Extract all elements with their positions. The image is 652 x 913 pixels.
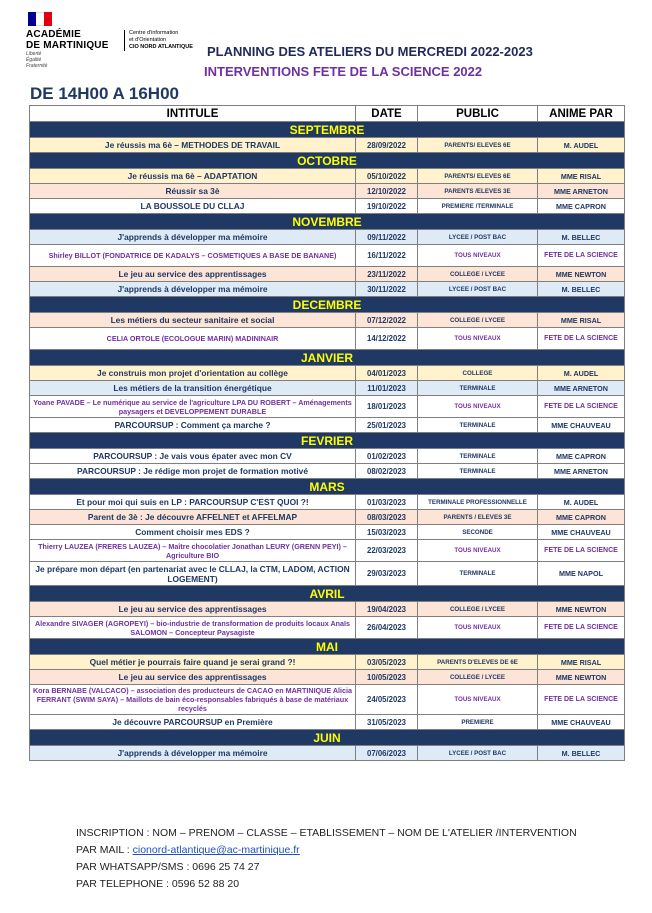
month-label: DECEMBRE (30, 297, 625, 313)
table-row (30, 267, 625, 282)
row-date: 01/03/2023 (356, 495, 418, 510)
row-date: 10/05/2023 (356, 670, 418, 685)
row-anime: MME ARNETON (538, 381, 625, 396)
table-row (30, 418, 625, 433)
row-date: 07/06/2023 (356, 746, 418, 761)
table-row (30, 449, 625, 464)
row-title: PARCOURSUP : Je vais vous épater avec mon CV (30, 449, 356, 464)
row-public: PARENTS/ ELEVES 6E (418, 169, 538, 184)
month-row (30, 433, 625, 449)
row-title: Je réussis ma 6è – ADAPTATION (30, 169, 356, 184)
row-date: 31/05/2023 (356, 715, 418, 730)
row-date: 12/10/2022 (356, 184, 418, 199)
planning-table (29, 105, 625, 761)
row-date: 19/04/2023 (356, 602, 418, 617)
row-title: J'apprends à développer ma mémoire (30, 282, 356, 297)
row-title: Les métiers du secteur sanitaire et social (30, 313, 356, 328)
row-date: 25/01/2023 (356, 418, 418, 433)
french-flag-icon (28, 12, 52, 26)
row-anime: MME CHAUVEAU (538, 418, 625, 433)
republic-motto: Liberté Égalité Fraternité (26, 51, 48, 69)
row-public: COLLEGE (418, 366, 538, 381)
row-title: Quel métier je pourrais faire quand je serai grand ?! (30, 655, 356, 670)
row-title: J'apprends à développer ma mémoire (30, 230, 356, 245)
cio-label: Centre d'information et d'Orientation CIO NORD ATLANTIQUE (124, 30, 193, 51)
header-public: PUBLIC (418, 106, 538, 122)
table-row (30, 313, 625, 328)
row-public: TERMINALE PROFESSIONNELLE (418, 495, 538, 510)
table-row (30, 670, 625, 685)
row-anime: FETE DE LA SCIENCE (538, 685, 625, 715)
row-anime: M. BELLEC (538, 282, 625, 297)
table-row (30, 495, 625, 510)
row-title: Réussir sa 3è (30, 184, 356, 199)
row-title: Kora BERNABE (VALCACO) – association des producteurs de CACAO en MARTINIQUE Alicia FERRANT (SWIM SAYA) – Maillots de bain éco-responsables fabriqués à base de matériaux recyclés (30, 685, 356, 715)
row-title: Le jeu au service des apprentissages (30, 602, 356, 617)
row-public: TOUS NIVEAUX (418, 685, 538, 715)
month-row (30, 122, 625, 138)
table-row (30, 715, 625, 730)
month-label: AVRIL (30, 586, 625, 602)
table-row (30, 199, 625, 214)
table-row (30, 396, 625, 418)
row-public: TERMINALE (418, 464, 538, 479)
table-row (30, 562, 625, 586)
row-anime: M. AUDEL (538, 495, 625, 510)
row-title: Le jeu au service des apprentissages (30, 670, 356, 685)
row-public: TERMINALE (418, 418, 538, 433)
row-anime: MME CAPRON (538, 449, 625, 464)
row-public: COLLEGE / LYCEE (418, 267, 538, 282)
row-public: PREMIERE /TERMINALE (418, 199, 538, 214)
month-label: FEVRIER (30, 433, 625, 449)
table-row (30, 245, 625, 267)
row-date: 08/03/2023 (356, 510, 418, 525)
row-date: 16/11/2022 (356, 245, 418, 267)
table-row (30, 464, 625, 479)
row-title: Le jeu au service des apprentissages (30, 267, 356, 282)
row-title: Je réussis ma 6è – METHODES DE TRAVAIL (30, 138, 356, 153)
row-date: 29/03/2023 (356, 562, 418, 586)
row-public: LYCEE / POST BAC (418, 230, 538, 245)
month-row (30, 586, 625, 602)
email-link[interactable]: cionord-atlantique@ac-martinique.fr (132, 844, 300, 856)
table-row (30, 328, 625, 350)
table-row (30, 169, 625, 184)
row-title: Shirley BILLOT (FONDATRICE DE KADALYS – COSMETIQUES A BASE DE BANANE) (30, 245, 356, 267)
row-date: 11/01/2023 (356, 381, 418, 396)
table-row (30, 617, 625, 639)
month-label: MARS (30, 479, 625, 495)
row-public: TOUS NIVEAUX (418, 328, 538, 350)
row-public: LYCEE / POST BAC (418, 746, 538, 761)
row-title: Les métiers de la transition énergétique (30, 381, 356, 396)
row-date: 01/02/2023 (356, 449, 418, 464)
row-anime: MME CHAUVEAU (538, 715, 625, 730)
row-date: 03/05/2023 (356, 655, 418, 670)
row-title: Yoane PAVADE – Le numérique au service de l'agriculture LPA DU ROBERT – Aménagements paysagers et DEVELOPPEMENT DURABLE (30, 396, 356, 418)
row-anime: MME RISAL (538, 313, 625, 328)
row-anime: MME NEWTON (538, 267, 625, 282)
month-row (30, 214, 625, 230)
row-title: Et pour moi qui suis en LP : PARCOURSUP C'EST QUOI ?! (30, 495, 356, 510)
row-date: 30/11/2022 (356, 282, 418, 297)
table-row (30, 746, 625, 761)
row-date: 07/12/2022 (356, 313, 418, 328)
row-date: 14/12/2022 (356, 328, 418, 350)
row-date: 19/10/2022 (356, 199, 418, 214)
page-subtitle: INTERVENTIONS FETE DE LA SCIENCE 2022 (204, 64, 483, 79)
month-label: JANVIER (30, 350, 625, 366)
row-title: Thierry LAUZEA (FRERES LAUZEA) – Maître chocolatier Jonathan LEURY (GRENN PEYI) – Agriculture BIO (30, 540, 356, 562)
row-date: 04/01/2023 (356, 366, 418, 381)
row-public: COLLEGE / LYCEE (418, 670, 538, 685)
row-anime: MME ARNETON (538, 464, 625, 479)
table-row (30, 184, 625, 199)
row-anime: FETE DE LA SCIENCE (538, 328, 625, 350)
row-date: 08/02/2023 (356, 464, 418, 479)
row-title: CELIA ORTOLE (ECOLOGUE MARIN) MADININAIR (30, 328, 356, 350)
row-date: 18/01/2023 (356, 396, 418, 418)
row-date: 09/11/2022 (356, 230, 418, 245)
month-label: MAI (30, 639, 625, 655)
row-anime: MME CHAUVEAU (538, 525, 625, 540)
month-label: OCTOBRE (30, 153, 625, 169)
row-public: PREMIERE (418, 715, 538, 730)
row-anime: MME CAPRON (538, 510, 625, 525)
row-public: SECONDE (418, 525, 538, 540)
row-anime: MME RISAL (538, 655, 625, 670)
row-title: Je prépare mon départ (en partenariat avec le CLLAJ, la CTM, LADOM, ACTION LOGEMENT) (30, 562, 356, 586)
month-row (30, 479, 625, 495)
footer-mail: PAR MAIL : cionord-atlantique@ac-martinique.fr (76, 844, 300, 856)
row-anime: FETE DE LA SCIENCE (538, 245, 625, 267)
row-title: Je découvre PARCOURSUP en Première (30, 715, 356, 730)
row-date: 23/11/2022 (356, 267, 418, 282)
header-intitule: INTITULE (30, 106, 356, 122)
table-header-row (30, 106, 625, 122)
row-public: PARENTS /ELEVES 3E (418, 184, 538, 199)
table-row (30, 685, 625, 715)
row-public: TOUS NIVEAUX (418, 245, 538, 267)
footer-inscription: INSCRIPTION : NOM – PRENOM – CLASSE – ETABLISSEMENT – NOM DE L'ATELIER /INTERVENTION (76, 827, 577, 839)
row-anime: FETE DE LA SCIENCE (538, 540, 625, 562)
row-anime: FETE DE LA SCIENCE (538, 617, 625, 639)
month-label: SEPTEMBRE (30, 122, 625, 138)
table-row (30, 381, 625, 396)
month-label: NOVEMBRE (30, 214, 625, 230)
row-title: Parent de 3è : Je découvre AFFELNET et AFFELMAP (30, 510, 356, 525)
row-public: COLLEGE / LYCEE (418, 313, 538, 328)
row-title: PARCOURSUP : Comment ça marche ? (30, 418, 356, 433)
row-public: COLLEGE / LYCEE (418, 602, 538, 617)
header-date: DATE (356, 106, 418, 122)
table-row (30, 602, 625, 617)
row-public: TOUS NIVEAUX (418, 617, 538, 639)
row-anime: M. BELLEC (538, 230, 625, 245)
table-row (30, 138, 625, 153)
month-row (30, 639, 625, 655)
row-anime: M. AUDEL (538, 138, 625, 153)
row-public: PARENTS D'ELEVES DE 6E (418, 655, 538, 670)
table-row (30, 282, 625, 297)
month-row (30, 297, 625, 313)
table-body (30, 122, 625, 761)
row-date: 24/05/2023 (356, 685, 418, 715)
row-date: 05/10/2022 (356, 169, 418, 184)
footer-whatsapp: PAR WHATSAPP/SMS : 0696 25 74 27 (76, 861, 260, 873)
row-title: Comment choisir mes EDS ? (30, 525, 356, 540)
row-anime: MME CAPRON (538, 199, 625, 214)
table-row (30, 540, 625, 562)
row-anime: MME NAPOL (538, 562, 625, 586)
row-anime: MME NEWTON (538, 670, 625, 685)
month-row (30, 730, 625, 746)
row-title: Alexandre SIVAGER (AGROPEYI) – bio-industrie de transformation de produits locaux Anaïs SALOMON – Concepteur Paysagiste (30, 617, 356, 639)
row-public: LYCEE / POST BAC (418, 282, 538, 297)
row-public: PARENTS/ ELEVES 6E (418, 138, 538, 153)
table-row (30, 525, 625, 540)
row-public: TERMINALE (418, 449, 538, 464)
month-label: JUIN (30, 730, 625, 746)
academie-logo (26, 12, 206, 72)
row-anime: MME NEWTON (538, 602, 625, 617)
table-row (30, 230, 625, 245)
row-anime: MME RISAL (538, 169, 625, 184)
row-title: J'apprends à développer ma mémoire (30, 746, 356, 761)
header-anime: ANIME PAR (538, 106, 625, 122)
row-public: TOUS NIVEAUX (418, 540, 538, 562)
row-date: 22/03/2023 (356, 540, 418, 562)
table-row (30, 366, 625, 381)
row-anime: M. BELLEC (538, 746, 625, 761)
page-title: PLANNING DES ATELIERS DU MERCREDI 2022-2023 (207, 44, 533, 59)
hours-label: DE 14H00 A 16H00 (30, 84, 179, 103)
month-row (30, 350, 625, 366)
row-anime: M. AUDEL (538, 366, 625, 381)
row-title: LA BOUSSOLE DU CLLAJ (30, 199, 356, 214)
row-anime: FETE DE LA SCIENCE (538, 396, 625, 418)
row-public: TOUS NIVEAUX (418, 396, 538, 418)
row-date: 15/03/2023 (356, 525, 418, 540)
table-row (30, 510, 625, 525)
row-public: TERMINALE (418, 381, 538, 396)
row-title: Je construis mon projet d'orientation au collège (30, 366, 356, 381)
row-date: 26/04/2023 (356, 617, 418, 639)
row-anime: MME ARNETON (538, 184, 625, 199)
footer-phone: PAR TELEPHONE : 0596 52 88 20 (76, 878, 240, 890)
row-title: PARCOURSUP : Je rédige mon projet de formation motivé (30, 464, 356, 479)
table-row (30, 655, 625, 670)
month-row (30, 153, 625, 169)
academy-name: ACADÉMIE DE MARTINIQUE (26, 29, 109, 51)
row-public: TERMINALE (418, 562, 538, 586)
row-date: 28/09/2022 (356, 138, 418, 153)
footer (76, 825, 577, 893)
row-public: PARENTS / ELEVES 3E (418, 510, 538, 525)
